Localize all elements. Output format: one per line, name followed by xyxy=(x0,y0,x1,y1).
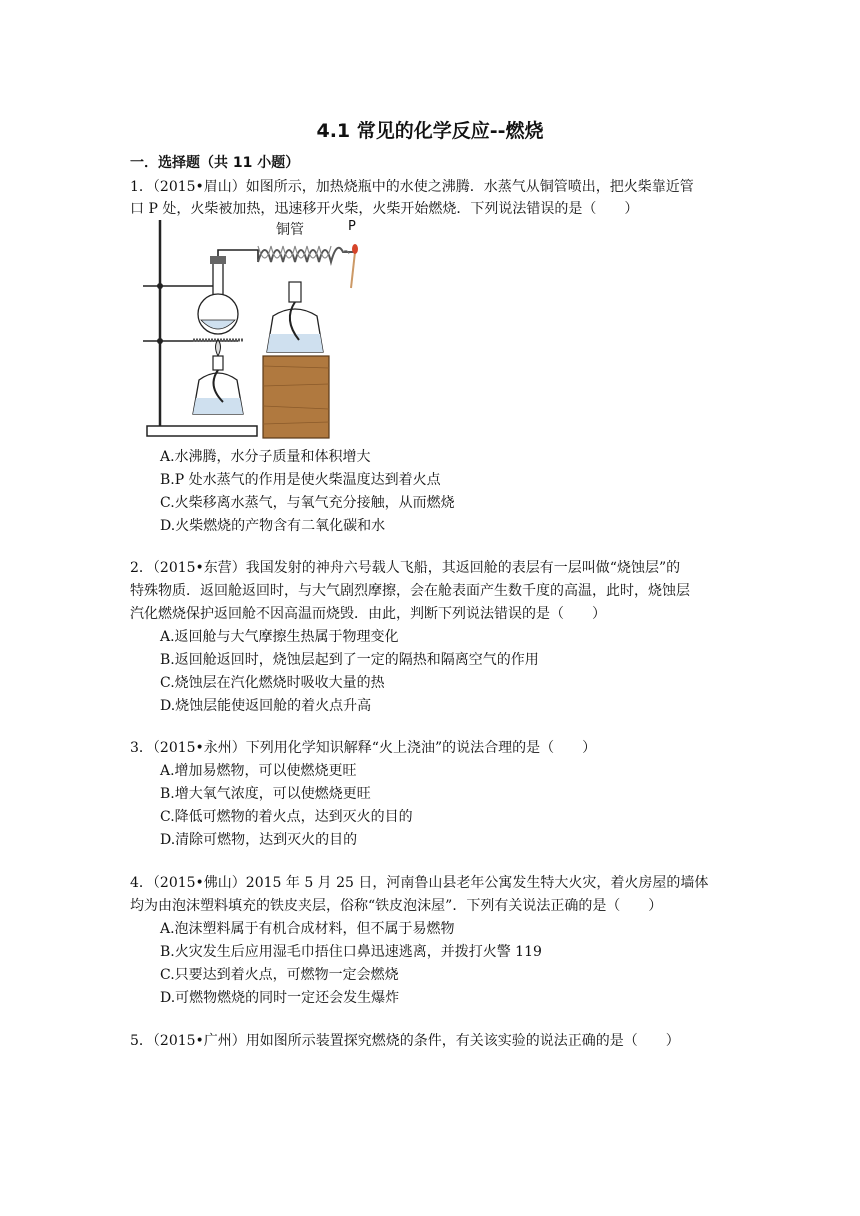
question-1-option-b: B.P 处水蒸气的作用是使火柴温度达到着火点 xyxy=(160,472,441,488)
question-1-option-d: D.火柴燃烧的产物含有二氧化碳和水 xyxy=(160,518,386,534)
question-4-line-2: 均为由泡沫塑料填充的铁皮夹层，俗称“铁皮泡沫屋”．下列有关说法正确的是（ ） xyxy=(130,898,663,914)
question-4-option-d: D.可燃物燃烧的同时一定还会发生爆炸 xyxy=(160,990,400,1006)
question-4-option-c: C.只要达到着火点，可燃物一定会燃烧 xyxy=(160,967,399,983)
question-5-line-1: 5．（2015•广州）用如图所示装置探究燃烧的条件，有关该实验的说法正确的是（ ） xyxy=(130,1033,680,1049)
section-heading: 一．选择题（共 11 小题） xyxy=(130,155,300,171)
question-4-option-b: B.火灾发生后应用湿毛巾捂住口鼻迅速逃离，并拨打火警 119 xyxy=(160,944,542,960)
question-1-line-2: 口 P 处，火柴被加热，迅速移开火柴，火柴开始燃烧．下列说法错误的是（ ） xyxy=(130,201,639,217)
question-2-option-d: D.烧蚀层能使返回舱的着火点升高 xyxy=(160,698,372,714)
question-3-option-a: A.增加易燃物，可以使燃烧更旺 xyxy=(160,763,357,779)
stand-base xyxy=(147,426,257,436)
question-1-option-a: A.水沸腾，水分子质量和体积增大 xyxy=(160,449,371,465)
wooden-block xyxy=(263,356,329,438)
question-2-option-c: C.烧蚀层在汽化燃烧时吸收大量的热 xyxy=(160,675,385,691)
question-1-line-1: 1．（2015•眉山）如图所示，加热烧瓶中的水使之沸腾．水蒸气从铜管喷出，把火柴靠近管 xyxy=(130,179,694,195)
question-2-option-b: B.返回舱返回时，烧蚀层起到了一定的隔热和隔离空气的作用 xyxy=(160,652,539,668)
point-p-label: P xyxy=(348,219,356,234)
question-3-line-1: 3．（2015•永州）下列用化学知识解释“火上浇油”的说法合理的是（ ） xyxy=(130,740,597,756)
question-4-option-a: A.泡沫塑料属于有机合成材料，但不属于易燃物 xyxy=(160,921,455,937)
question-4-line-1: 4．（2015•佛山）2015 年 5 月 25 日，河南鲁山县老年公寓发生特大火灾，着火房屋的墙体 xyxy=(130,875,709,891)
question-2-line-2: 特殊物质．返回舱返回时，与大气剧烈摩擦，会在舱表面产生数千度的高温，此时，烧蚀层 xyxy=(130,583,690,599)
pipe-label: 铜管 xyxy=(276,222,304,238)
question-2-line-1: 2．（2015•东营）我国发射的神舟六号载人飞船，其返回舱的表层有一层叫做“烧蚀层”的 xyxy=(130,560,681,576)
question-2-option-a: A.返回舱与大气摩擦生热属于物理变化 xyxy=(160,629,399,645)
question-3-option-b: B.增大氧气浓度，可以使燃烧更旺 xyxy=(160,786,371,802)
question-3-option-c: C.降低可燃物的着火点，达到灭火的目的 xyxy=(160,809,413,825)
apparatus-figure xyxy=(143,216,377,442)
question-3-option-d: D.清除可燃物，达到灭火的目的 xyxy=(160,832,358,848)
question-1-option-c: C.火柴移离水蒸气，与氧气充分接触，从而燃烧 xyxy=(160,495,455,511)
match-stick xyxy=(351,252,355,288)
question-2-line-3: 汽化燃烧保护返回舱不因高温而烧毁．由此，判断下列说法错误的是（ ） xyxy=(130,606,606,622)
page-title: 4.1 常见的化学反应--燃烧 xyxy=(316,120,544,142)
match-head xyxy=(352,244,358,254)
